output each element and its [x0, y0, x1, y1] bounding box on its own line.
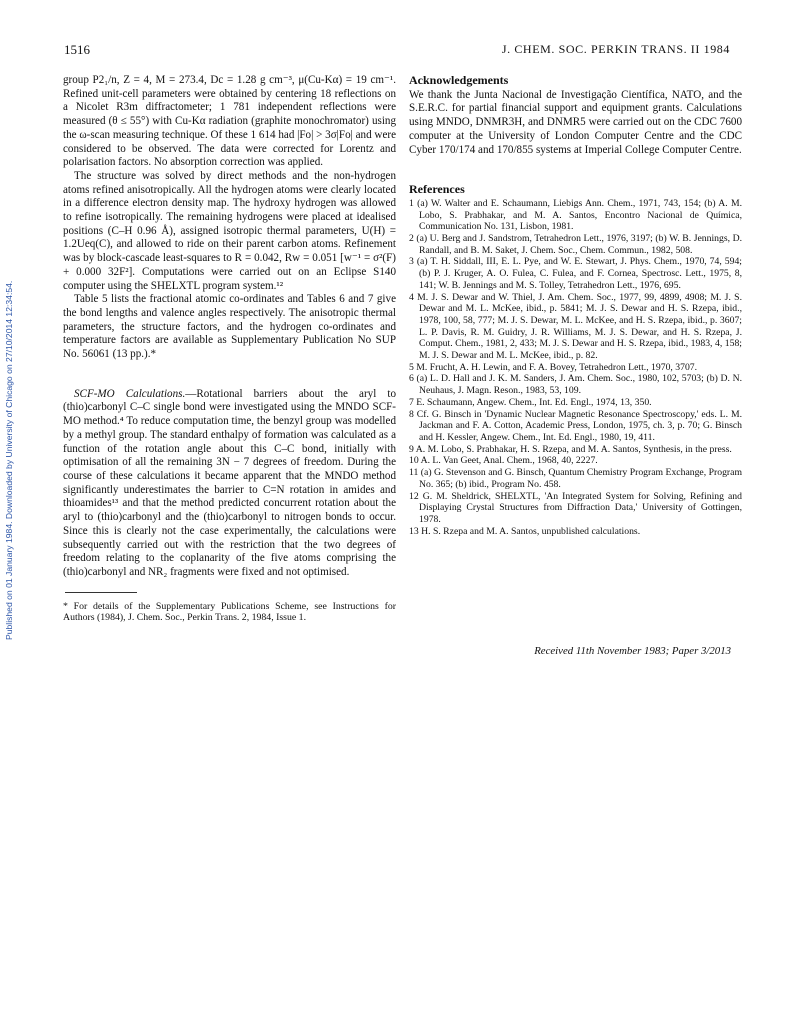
footnote-rule: [65, 592, 137, 593]
publication-note: [4, 200, 18, 640]
scf-mo-text: —Rotational barriers about the aryl to (thio)carbonyl C–C single bond were investigated using the MNDO SCF-MO method.⁴ To reduce computation time, the benzyl group was modelled by a methyl group. The standard enthalpy of formation was calculated as a function of the rotation angle about this C–C bond, initially with optimisation of all the remaining 3N − 7 degrees of freedom. During the course of these calculations it became apparent that the MNDO method significantly underestimates the barrier to C=N rotation in amides and thioamides¹³ and that the method predicted concurrent rotation about the aryl to (thio)carbonyl and the (thio)carbonyl to nitrogen bonds to occur. Since this is clearly not the case experimentally, the calculations were subsequently carried out with the restriction that the two degrees of freedom relating to the coplanarity of the five atoms comprising the (thio)carbonyl and NR₂ fragments were fixed and not optimised.: [63, 387, 396, 578]
reference-item: 3 (a) T. H. Siddall, III, E. L. Pye, and W. E. Stewart, J. Phys. Chem., 1970, 74, 594; (b) P. J. Kruger, A. O. Fulea, C. Fulea, and F. Cornea, Spectrosc. Lett., 1975, 8, 141; W. B. Jennings and M. S. Tolley, Tetrahedron Lett., 1976, 695.: [409, 256, 742, 291]
tables-paragraph: Table 5 lists the fractional atomic co-ordinates and Tables 6 and 7 give the bond lengths and valence angles respectively. The anisotropic thermal parameters, the structure factors, and the hydrogen co-ordinates and temperature factors are available as Supplementary Publication No SUP No. 56061 (13 pp.).*: [63, 293, 396, 361]
structure-paragraph: The structure was solved by direct methods and the non-hydrogen atoms refined anisotropically. All the hydrogen atoms were clearly located in a difference electron density map. The hydroxy hydrogen was allowed to refine isotropically. The remaining hydrogens were placed at idealised positions (C–H 0.96 Å), assigned isotropic thermal parameters, U(H) = 1.2Ueq(C), and allowed to ride on their parent carbon atoms. Refinement was by block-cascade least-squares to R = 0.042, Rw = 0.051 [w⁻¹ = σ²(F) + 0.000 32F²]. Computations were carried out on an Eclipse S140 computer using the SHELXTL program system.¹²: [63, 169, 396, 292]
received-date: Received 11th November 1983; Paper 3/2013: [534, 645, 731, 657]
references-heading: References: [409, 182, 465, 197]
reference-item: 13 H. S. Rzepa and M. A. Santos, unpublished calculations.: [409, 525, 641, 537]
reference-item: 5 M. Frucht, A. H. Lewin, and F. A. Bovey, Tetrahedron Lett., 1970, 3707.: [409, 361, 698, 373]
publication-note-text: Published on 01 January 1984. Downloaded by University of Chicago on 27/10/2014 12:34:54.: [4, 280, 14, 640]
page-number: 1516: [64, 42, 90, 57]
right-column: [409, 74, 742, 537]
reference-list: [409, 198, 742, 537]
reference-item: 11 (a) G. Stevenson and G. Binsch, Quantum Chemistry Program Exchange, Program No. 365; (b) ibid., Program No. 458.: [409, 467, 742, 490]
left-column: [63, 74, 396, 624]
page-header: [64, 42, 730, 62]
reference-item: 12 G. M. Sheldrick, SHELXTL, 'An Integrated System for Solving, Refining and Displaying Crystal Structures from Diffraction Data,' University of Gottingen, 1978.: [409, 490, 742, 525]
reference-item: 10 A. L. Van Geet, Anal. Chem., 1968, 40, 2227.: [409, 455, 598, 467]
reference-item: 8 Cf. G. Binsch in 'Dynamic Nuclear Magnetic Resonance Spectroscopy,' eds. L. M. Jackman and F. A. Cotton, Academic Press, London, 1975, ch. 3, p. 70; G. Binsch and H. Kessler, Angew. Chem., Int. Ed. Engl., 1980, 19, 411.: [409, 408, 742, 443]
journal-title: J. CHEM. SOC. PERKIN TRANS. II 1984: [501, 42, 730, 56]
reference-item: 6 (a) L. D. Hall and J. K. M. Sanders, J. Am. Chem. Soc., 1980, 102, 5703; (b) D. N. Neuhaus, J. Magn. Reson., 1983, 53, 109.: [409, 373, 742, 397]
scf-mo-paragraph: [63, 388, 396, 580]
supplementary-footnote: * For details of the Supplementary Publications Scheme, see Instructions for Authors (1984), J. Chem. Soc., Perkin Trans. 2, 1984, Issue 1.: [63, 600, 396, 624]
reference-item: 1 (a) W. Walter and E. Schaumann, Liebigs Ann. Chem., 1971, 743, 154; (b) A. M. Lobo, S. Prabhakar, and M. A. Santos, Encontro Nacional de Química, Communication No. 131, Lisbon, 1981.: [409, 197, 742, 233]
reference-item: 7 E. Schaumann, Angew. Chem., Int. Ed. Engl., 1974, 13, 350.: [409, 396, 652, 408]
crystal-data-paragraph: group P2₁/n, Z = 4, M = 273.4, Dc = 1.28 g cm⁻³, μ(Cu-Kα) = 19 cm⁻¹. Refined unit-cell parameters were obtained by centering 18 reflections on a Nicolet R3m diffractometer; 1 781 independent reflections were measured (θ ≤ 55°) with Cu-Kα radiation (graphite monochromator) using the ω-scan measuring technique. Of these 1 614 had |Fo| > 3σ|Fo| and were considered to be observed. The data were corrected for Lorentz and polarisation factors. No absorption correction was applied.: [63, 74, 396, 169]
reference-item: 2 (a) U. Berg and J. Sandstrom, Tetrahedron Lett., 1976, 3197; (b) W. B. Jennings, D. Randall, and B. M. Saket, J. Chem. Soc., Chem. Commun., 1982, 508.: [409, 233, 742, 256]
acknowledgements-text: We thank the Junta Nacional de Investigação Científica, NATO, and the S.E.R.C. for partial financial support and equipment grants. Calculations using MNDO, DNMR3H, and DNMR5 were carried out on the CDC 7600 computer at the University of London Computer Centre and the CDC Cyber 170/174 and 170/855 systems at Imperial College Computer Centre.: [409, 88, 742, 156]
reference-item: 4 M. J. S. Dewar and W. Thiel, J. Am. Chem. Soc., 1977, 99, 4899, 4908; M. J. S. Dewar and M. L. McKee, ibid., p. 5841; M. J. S. Dewar and H. S. Rzepa, ibid., 1978, 100, 58, 777; M. J. S. Dewar, M. L. McKee, and H. S. Rzepa, ibid., p. 3607; L. P. Davis, R. M. Guidry, J. R. Williams, M. J. S. Dewar, and H. S. Rzepa, J. Comput. Chem., 1981, 2, 433; M. J. S. Dewar and H. S. Rzepa, ibid., 1983, 4, 158; M. J. S. Dewar and M. L. McKee, ibid., p. 82.: [409, 291, 742, 362]
scf-mo-heading: SCF-MO Calculations.: [74, 387, 186, 400]
acknowledgements-heading: Acknowledgements: [409, 73, 509, 87]
reference-item: 9 A. M. Lobo, S. Prabhakar, H. S. Rzepa, and M. A. Santos, Synthesis, in the press.: [409, 443, 732, 455]
